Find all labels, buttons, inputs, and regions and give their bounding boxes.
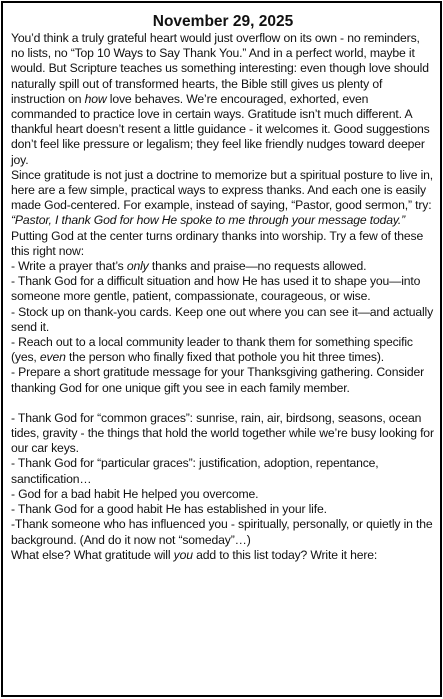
- intro-emphasis: how: [84, 91, 107, 106]
- practice-text-2: Putting God at the center turns ordinary thanks into worship. Try a few of these this right now:: [11, 228, 424, 258]
- practice-text-1: Since gratitude is not just a doctrine to memorize but a spiritual posture to live in, here are a few simple, practical ways to express thanks. And each one is easily made God-centered. For example, instead of saying, “Pastor, good sermon,” try:: [11, 167, 434, 213]
- list-item: - Thank God for “common graces”: sunrise, rain, air, birdsong, seasons, ocean tides, gravity - the things that hold the world together while we’re busy looking for our car keys.: [11, 410, 434, 456]
- suggestion-list-1: [11, 259, 435, 396]
- list-item-text: - Write a prayer that’s: [11, 259, 127, 274]
- pastor-quote: “Pastor, I thank God for how He spoke to me through your message today.”: [11, 213, 406, 228]
- list-item: - God for a bad habit He helped you overcome.: [11, 486, 259, 501]
- list-item: -Thank someone who has influenced you - spiritually, personally, or quietly in the background. (And do it now not “someday”…): [11, 517, 433, 547]
- practice-paragraph: [11, 168, 435, 259]
- list-item-text: the person who finally fixed that pothole you hit three times).: [65, 350, 385, 365]
- list-item-emphasis: even: [39, 350, 66, 365]
- list-item: [11, 259, 435, 274]
- page-title: November 29, 2025: [152, 13, 294, 30]
- suggestion-list-2: [11, 411, 435, 548]
- list-item-text: - Prepare a short gratitude message for your Thanksgiving gathering. Consider thanking God for one unique gift you see in each family member.: [11, 365, 424, 395]
- list-item: [11, 274, 435, 304]
- list-item-emphasis: only: [126, 259, 149, 274]
- list-item: - Thank God for a good habit He has established in your life.: [11, 502, 327, 517]
- list-item-text: - Reach out to a local community leader to thank them for something specific (yes,: [11, 335, 413, 365]
- devotional-page: [1, 1, 442, 697]
- list-item-text: - Stock up on thank-you cards. Keep one out where you can see it—and actually send it.: [11, 304, 434, 334]
- list-item: [11, 335, 435, 365]
- intro-text-2: love behaves. We’re encouraged, exhorted, even commanded to practice love in certain ways. Gratitude isn’t much different. A thankful heart doesn’t resent a little guidance - it welcomes it. Good suggestions don’t feel like pressure or legalism; they feel like friendly nudges toward deeper joy.: [11, 91, 430, 167]
- list-item: [11, 305, 435, 335]
- section-gap: [11, 396, 435, 411]
- list-item-text: - Thank God for a difficult situation and how He has used it to shape you—into someone more gentle, patient, compassionate, courageous, or wise.: [11, 274, 421, 304]
- closing-text-1: What else? What gratitude will: [11, 547, 174, 562]
- list-item-text: thanks and praise—no requests allowed.: [148, 259, 367, 274]
- intro-paragraph: [11, 31, 435, 168]
- closing-emphasis: you: [173, 547, 193, 562]
- list-item: [11, 365, 435, 395]
- closing-text-2: add to this list today? Write it here:: [192, 547, 378, 562]
- intro-text-1: You’d think a truly grateful heart would just overflow on its own - no reminders, no lists, no “Top 10 Ways to Say Thank You.” And in a perfect world, maybe it would. But Scripture teaches us something interesting: even though love should naturally spill out of transformed hearts, the Bible still gives us plenty of instruction on: [11, 31, 429, 106]
- closing-prompt: [11, 548, 435, 563]
- list-item: - Thank God for “particular graces”: justification, adoption, repentance, sanctification…: [11, 456, 379, 486]
